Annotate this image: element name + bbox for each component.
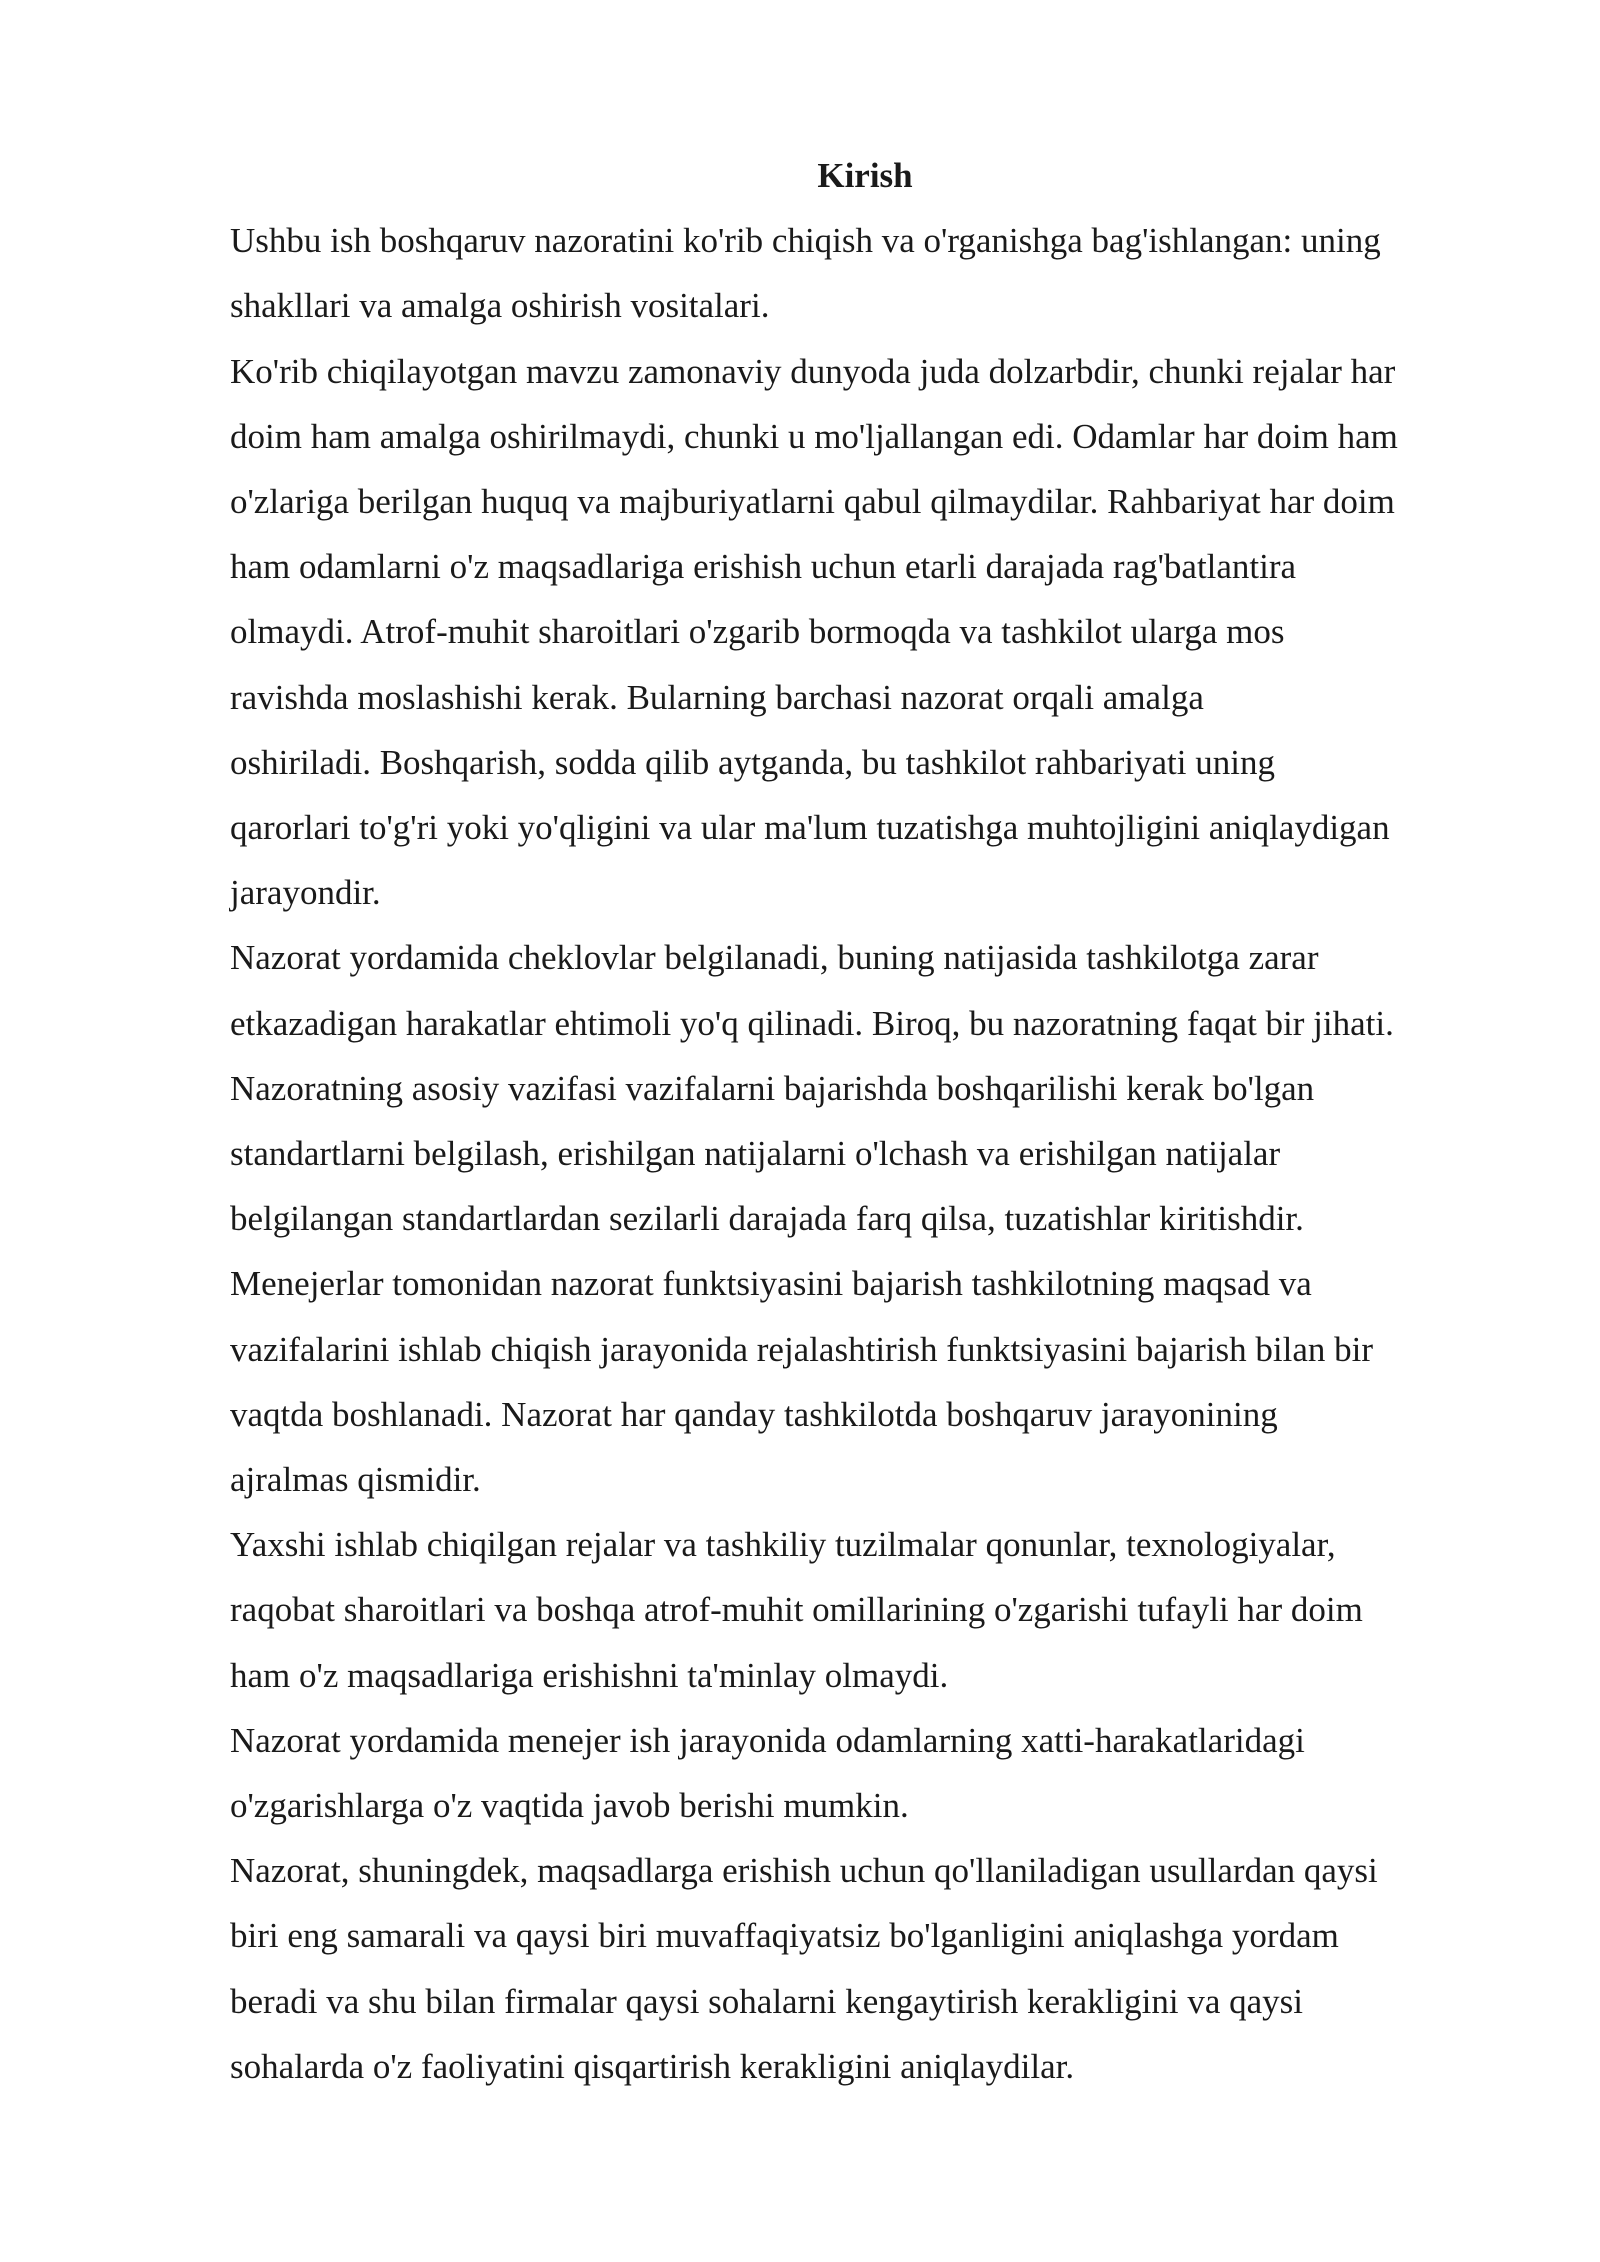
text-line: Yaxshi ishlab chiqilgan rejalar va tashkiliy tuzilmalar qonunlar, texnologiyalar, (230, 1525, 1336, 1565)
paragraph-control-role (230, 925, 1500, 1512)
text-line: doim ham amalga oshirilmaydi, chunki u mo'ljallangan edi. Odamlar har doim ham (230, 416, 1398, 456)
text-line: sohalarda o'z faoliyatini qisqartirish kerakligini aniqlaydilar. (230, 2046, 1075, 2086)
paragraph-methods (230, 1838, 1500, 2099)
text-line: olmaydi. Atrof-muhit sharoitlari o'zgarib bormoqda va tashkilot ularga mos (230, 612, 1285, 652)
text-line: ham odamlarni o'z maqsadlariga erishish uchun etarli darajada rag'batlantira (230, 547, 1297, 587)
text-line: jarayondir. (230, 873, 381, 913)
text-line: oshiriladi. Boshqarish, sodda qilib aytganda, bu tashkilot rahbariyati uning (230, 742, 1275, 782)
document-body (230, 143, 1500, 2099)
text-line: Nazoratning asosiy vazifasi vazifalarni bajarishda boshqarilishi kerak bo'lgan (230, 1068, 1315, 1108)
text-line: biri eng samarali va qaysi biri muvaffaqiyatsiz bo'lganligini aniqlashga yordam (230, 1916, 1339, 1956)
text-line: beradi va shu bilan firmalar qaysi sohalarni kengaytirish kerakligini va qaysi (230, 1981, 1304, 2021)
text-line: o'zlariga berilgan huquq va majburiyatlarni qabul qilmaydilar. Rahbariyat har doim (230, 482, 1395, 522)
text-line: shakllari va amalga oshirish vositalari. (230, 286, 770, 326)
text-line: Nazorat yordamida cheklovlar belgilanadi, buning natijasida tashkilotga zarar (230, 938, 1319, 978)
text-line: standartlarni belgilash, erishilgan natijalarni o'lchash va erishilgan natijalar (230, 1134, 1281, 1174)
text-line: ravishda moslashishi kerak. Bularning barchasi nazorat orqali amalga (230, 677, 1204, 717)
text-line: ajralmas qismidir. (230, 1460, 481, 1500)
text-line: Nazorat yordamida menejer ish jarayonida odamlarning xatti-harakatlaridagi (230, 1720, 1305, 1760)
text-line: vazifalarini ishlab chiqish jarayonida rejalashtirish funktsiyasini bajarish bilan bir (230, 1329, 1374, 1369)
paragraph-intro (230, 208, 1500, 338)
text-line: ham o'z maqsadlariga erishishni ta'minlay olmaydi. (230, 1655, 949, 1695)
paragraph-relevance (230, 339, 1500, 926)
text-line: vaqtda boshlanadi. Nazorat har qanday tashkilotda boshqaruv jarayonining (230, 1394, 1278, 1434)
text-line: raqobat sharoitlari va boshqa atrof-muhit omillarining o'zgarishi tufayli har doim (230, 1590, 1363, 1630)
text-line: Ko'rib chiqilayotgan mavzu zamonaviy dunyoda juda dolzarbdir, chunki rejalar har (230, 351, 1396, 391)
page-title: Kirish (817, 156, 913, 195)
text-line: belgilangan standartlardan sezilarli darajada farq qilsa, tuzatishlar kiritishdir. (230, 1199, 1304, 1239)
paragraph-manager-response (230, 1708, 1500, 1838)
paragraph-plans (230, 1512, 1500, 1708)
text-line: Nazorat, shuningdek, maqsadlarga erishish uchun qo'llaniladigan usullardan qaysi (230, 1851, 1378, 1891)
text-line: Ushbu ish boshqaruv nazoratini ko'rib chiqish va o'rganishga bag'ishlangan: uning (230, 221, 1381, 261)
text-line: o'zgarishlarga o'z vaqtida javob berishi mumkin. (230, 1786, 909, 1826)
text-line: Menejerlar tomonidan nazorat funktsiyasini bajarish tashkilotning maqsad va (230, 1264, 1312, 1304)
text-line: etkazadigan harakatlar ehtimoli yo'q qilinadi. Biroq, bu nazoratning faqat bir jihati. (230, 1003, 1394, 1043)
text-line: qarorlari to'g'ri yoki yo'qligini va ular ma'lum tuzatishga muhtojligini aniqlaydigan (230, 808, 1390, 848)
